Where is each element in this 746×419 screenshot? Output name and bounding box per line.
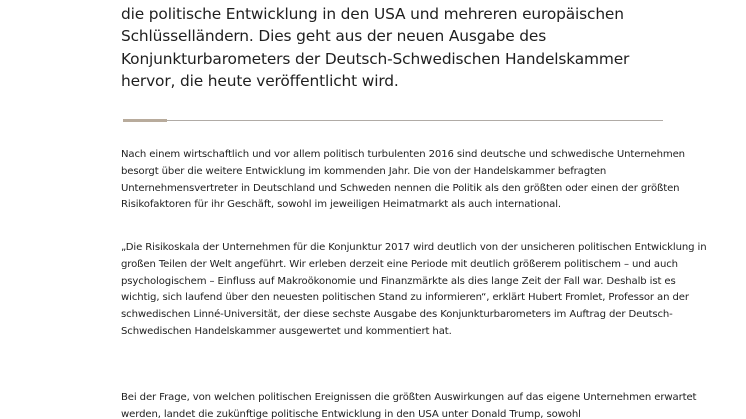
divider-accent xyxy=(123,119,167,122)
body-paragraph-3: Bei der Frage, von welchen politischen Ereignissen die größten Auswirkungen auf das eigene Unternehmen erwartet werden, landet die zukünftige politische Entwicklung in den USA unter Donald Trump, sowohl xyxy=(121,392,697,419)
section-divider xyxy=(123,120,663,121)
body-paragraph-2: „Die Risikoskala der Unternehmen für die Konjunktur 2017 wird deutlich von der unsicheren politischen Entwicklung in großen Teilen der Welt angeführt. Wir erleben derzeit eine Periode mit deutlich größerem politischem – und auch psychologischem – Einfluss auf Makroökonomie und Finanzmärkte als dies lange Zeit der Fall war. Deshalb ist es wichtig, sich laufend über den neuesten politischen Stand zu informieren“, erklärt Hubert Fromlet, Professor an der schwedischen Linné-Universität, der diese sechste Ausgabe des Konjunkturbarometers im Auftrag der Deutsch-Schwedischen Handelskammer ausgewertet und kommentiert hat. xyxy=(121,242,707,337)
lead-paragraph: die politische Entwicklung in den USA und mehreren europäischen Schlüsselländern. Dies geht aus der neuen Ausgabe des Konjunkturbarometers der Deutsch-Schwedischen Handelskammer hervor, die heute veröffentlicht wird. xyxy=(121,4,630,90)
body-paragraph-1: Nach einem wirtschaftlich und vor allem politisch turbulenten 2016 sind deutsche und schwedische Unternehmen besorgt über die weitere Entwicklung im kommenden Jahr. Die von der Handelskammer befragten Unternehmensvertreter in Deutschland und Schweden nennen die Politik als den größten oder einen der größten Risikofaktoren für ihr Geschäft, sowohl im jeweiligen Heimatmarkt als auch international. xyxy=(121,149,685,211)
